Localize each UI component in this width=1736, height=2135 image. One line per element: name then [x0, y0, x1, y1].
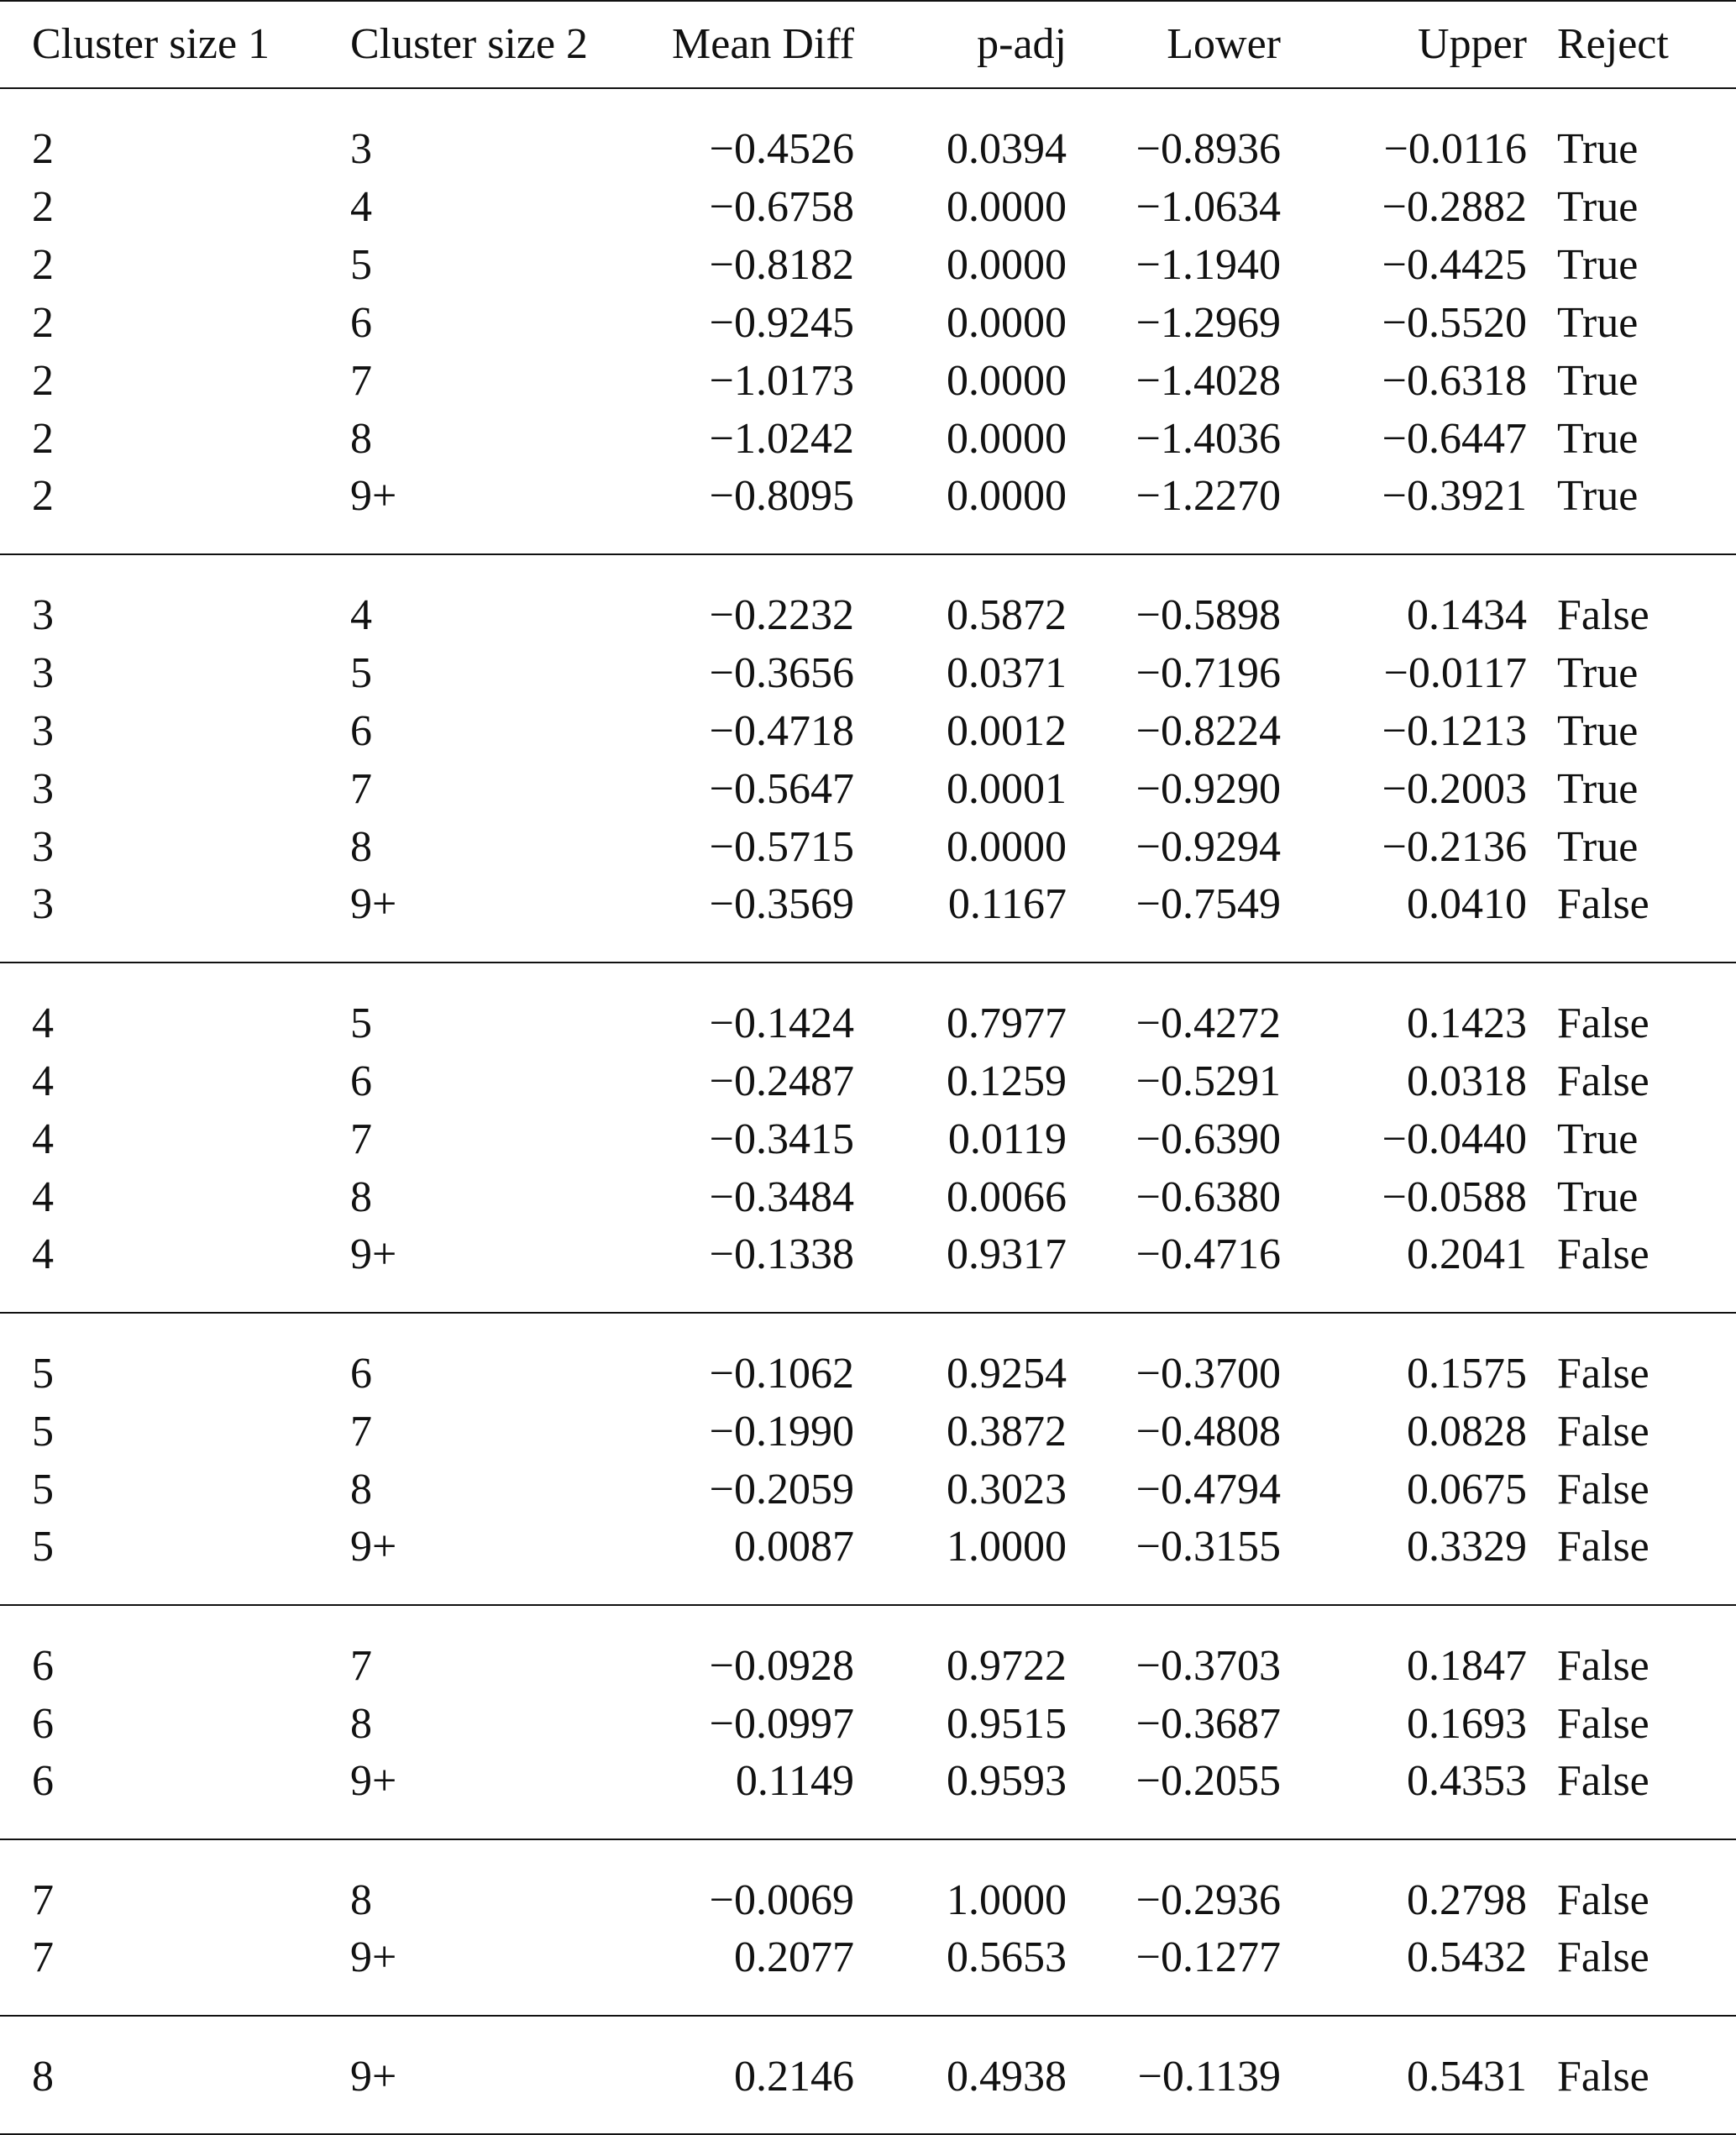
cell-mean-diff: −0.3656 — [709, 648, 854, 697]
cell-p-adj: 0.7977 — [947, 999, 1067, 1047]
cell-cluster-size-1: 4 — [32, 1057, 54, 1105]
table-row — [0, 1519, 1736, 1605]
cell-lower: −0.5291 — [1135, 1057, 1281, 1105]
cell-reject: False — [1557, 999, 1649, 1047]
cell-cluster-size-1: 5 — [0, 1519, 350, 1605]
cell-upper: 0.1847 — [1407, 1642, 1527, 1690]
header-upper: Upper — [1297, 1, 1528, 88]
cell-lower: −0.3155 — [1067, 1519, 1297, 1605]
cell-reject: False — [1528, 1929, 1736, 2016]
cell-lower: −0.2055 — [1067, 1753, 1297, 1839]
cell-cluster-size-1: 2 — [32, 125, 54, 173]
cell-upper: −0.0588 — [1382, 1172, 1527, 1221]
cell-mean-diff: −0.8182 — [709, 240, 854, 289]
cell-p-adj: 0.0066 — [947, 1172, 1067, 1221]
cell-p-adj: 0.0000 — [947, 298, 1067, 347]
table-row — [0, 1110, 1736, 1168]
cell-lower: −1.1940 — [1135, 240, 1281, 289]
cell-cluster-size-1: 3 — [32, 648, 54, 697]
cell-cluster-size-2: 5 — [350, 999, 372, 1047]
cell-p-adj: 0.5653 — [873, 1929, 1067, 2016]
cell-upper: 0.5431 — [1297, 2016, 1528, 2134]
cell-lower: −0.3703 — [1135, 1642, 1281, 1690]
cell-mean-diff: −0.5715 — [709, 822, 854, 871]
cell-lower: −0.9294 — [1135, 822, 1281, 871]
table-row — [0, 294, 1736, 352]
cell-p-adj: 0.1259 — [947, 1057, 1067, 1105]
table-row — [0, 1052, 1736, 1110]
cell-cluster-size-2: 7 — [350, 1407, 372, 1456]
table-header — [0, 1, 1736, 88]
cell-lower: −0.2936 — [1135, 1876, 1281, 1924]
cell-upper: −0.2882 — [1382, 182, 1527, 231]
cell-lower: −0.4808 — [1135, 1407, 1281, 1456]
cell-upper: −0.0440 — [1382, 1115, 1527, 1163]
cell-mean-diff: 0.0087 — [672, 1519, 873, 1605]
cell-cluster-size-2: 9+ — [350, 1226, 672, 1313]
cell-cluster-size-1: 5 — [32, 1465, 54, 1513]
cell-mean-diff: −0.0928 — [709, 1642, 854, 1690]
table-row — [0, 1461, 1736, 1519]
cell-lower: −1.0634 — [1135, 182, 1281, 231]
cell-mean-diff: −0.3415 — [709, 1115, 854, 1163]
cell-upper: 0.2041 — [1297, 1226, 1528, 1313]
cell-cluster-size-2: 9+ — [350, 2016, 672, 2134]
cell-cluster-size-2: 7 — [350, 1115, 372, 1163]
cell-p-adj: 0.0000 — [947, 182, 1067, 231]
table-row — [0, 554, 1736, 644]
cell-cluster-size-2: 3 — [350, 125, 372, 173]
table-row — [0, 1226, 1736, 1313]
cell-upper: 0.0410 — [1297, 876, 1528, 963]
cell-cluster-size-1: 3 — [32, 591, 54, 639]
cell-upper: 0.1575 — [1407, 1350, 1527, 1398]
cell-upper: −0.4425 — [1382, 240, 1527, 289]
table-row — [0, 1403, 1736, 1461]
cell-reject: True — [1557, 125, 1639, 173]
cell-cluster-size-2: 4 — [350, 591, 372, 639]
cell-mean-diff: −0.2232 — [709, 591, 854, 639]
cell-cluster-size-1: 6 — [0, 1753, 350, 1839]
table-row — [0, 1753, 1736, 1839]
table-row — [0, 1168, 1736, 1226]
cell-upper: 0.2798 — [1407, 1876, 1527, 1924]
table-row — [0, 178, 1736, 236]
table-row — [0, 1313, 1736, 1403]
cell-cluster-size-2: 8 — [350, 1172, 372, 1221]
header-mean-diff: Mean Diff — [672, 1, 873, 88]
cell-reject: True — [1557, 356, 1639, 405]
cell-cluster-size-2: 6 — [350, 1057, 372, 1105]
header-p-adj: p-adj — [873, 1, 1067, 88]
cell-reject: False — [1557, 1350, 1649, 1398]
table-row — [0, 760, 1736, 818]
table-row — [0, 1695, 1736, 1753]
cell-reject: False — [1557, 1407, 1649, 1456]
cell-upper: 0.4353 — [1297, 1753, 1528, 1839]
cell-lower: −0.4272 — [1135, 999, 1281, 1047]
cell-p-adj: 0.9593 — [873, 1753, 1067, 1839]
cell-p-adj: 0.0012 — [947, 706, 1067, 755]
cell-p-adj: 0.0000 — [947, 356, 1067, 405]
cell-reject: False — [1528, 876, 1736, 963]
table-row — [0, 2016, 1736, 2134]
cell-cluster-size-2: 9+ — [350, 1519, 672, 1605]
cell-p-adj: 0.5872 — [947, 591, 1067, 639]
cell-lower: −0.1139 — [1067, 2016, 1297, 2134]
cell-cluster-size-2: 9+ — [350, 876, 672, 963]
cell-mean-diff: −0.1338 — [672, 1226, 873, 1313]
cell-cluster-size-1: 3 — [0, 876, 350, 963]
cell-lower: −1.2270 — [1067, 468, 1297, 554]
cell-mean-diff: −0.0997 — [709, 1699, 854, 1748]
cell-mean-diff: −1.0173 — [709, 356, 854, 405]
cell-cluster-size-1: 2 — [32, 298, 54, 347]
cell-reject: True — [1557, 764, 1639, 813]
cell-p-adj: 0.9722 — [947, 1642, 1067, 1690]
table-row — [0, 876, 1736, 963]
cell-cluster-size-2: 5 — [350, 648, 372, 697]
cell-lower: −0.8224 — [1135, 706, 1281, 755]
cell-p-adj: 0.0371 — [947, 648, 1067, 697]
cell-cluster-size-2: 7 — [350, 1642, 372, 1690]
cell-lower: −0.4716 — [1067, 1226, 1297, 1313]
table-row — [0, 702, 1736, 760]
cell-cluster-size-2: 8 — [350, 414, 372, 463]
cell-upper: −0.3921 — [1297, 468, 1528, 554]
cell-p-adj: 0.3023 — [947, 1465, 1067, 1513]
cell-p-adj: 1.0000 — [873, 1519, 1067, 1605]
cell-upper: 0.3329 — [1297, 1519, 1528, 1605]
cell-reject: True — [1557, 240, 1639, 289]
cell-reject: True — [1557, 648, 1639, 697]
cell-cluster-size-1: 3 — [32, 764, 54, 813]
cell-lower: −0.3687 — [1135, 1699, 1281, 1748]
table-body — [0, 88, 1736, 2134]
cell-lower: −0.6380 — [1135, 1172, 1281, 1221]
cell-reject: True — [1557, 1172, 1639, 1221]
cell-lower: −0.4794 — [1135, 1465, 1281, 1513]
cell-cluster-size-1: 2 — [32, 240, 54, 289]
cell-upper: −0.0117 — [1383, 648, 1527, 697]
cell-reject: False — [1557, 1057, 1649, 1105]
cell-lower: −0.6390 — [1135, 1115, 1281, 1163]
cell-cluster-size-2: 8 — [350, 1876, 372, 1924]
cell-cluster-size-1: 2 — [32, 356, 54, 405]
cell-cluster-size-1: 4 — [32, 1172, 54, 1221]
cell-reject: False — [1528, 2016, 1736, 2134]
cell-lower: −1.2969 — [1135, 298, 1281, 347]
header-cluster-size-1: Cluster size 1 — [0, 1, 350, 88]
cell-lower: −0.8936 — [1135, 125, 1281, 173]
cell-lower: −0.5898 — [1135, 591, 1281, 639]
cell-reject: True — [1557, 706, 1639, 755]
table-row — [0, 410, 1736, 468]
cell-cluster-size-2: 9+ — [350, 1929, 672, 2016]
cell-mean-diff: 0.1149 — [672, 1753, 873, 1839]
table-row — [0, 88, 1736, 178]
cell-p-adj: 0.0000 — [873, 468, 1067, 554]
cell-reject: False — [1528, 1753, 1736, 1839]
cell-reject: False — [1528, 1519, 1736, 1605]
cell-mean-diff: −0.1990 — [709, 1407, 854, 1456]
cell-upper: 0.5432 — [1297, 1929, 1528, 2016]
cell-mean-diff: 0.2077 — [672, 1929, 873, 2016]
cell-p-adj: 0.9317 — [873, 1226, 1067, 1313]
cell-upper: 0.0675 — [1407, 1465, 1527, 1513]
cell-reject: True — [1557, 1115, 1639, 1163]
cell-lower: −0.7549 — [1067, 876, 1297, 963]
cell-cluster-size-2: 7 — [350, 764, 372, 813]
table-row — [0, 644, 1736, 702]
cell-cluster-size-2: 8 — [350, 1465, 372, 1513]
cell-p-adj: 0.9254 — [947, 1350, 1067, 1398]
cell-cluster-size-2: 9+ — [350, 1753, 672, 1839]
cell-reject: True — [1557, 414, 1639, 463]
cell-cluster-size-2: 6 — [350, 1350, 372, 1398]
cell-cluster-size-2: 5 — [350, 240, 372, 289]
cell-lower: −0.1277 — [1067, 1929, 1297, 2016]
cell-mean-diff: −0.2059 — [709, 1465, 854, 1513]
cell-upper: −0.6318 — [1382, 356, 1527, 405]
cell-cluster-size-1: 5 — [32, 1407, 54, 1456]
cell-cluster-size-1: 2 — [32, 414, 54, 463]
cell-p-adj: 0.0001 — [947, 764, 1067, 813]
cell-reject: True — [1528, 468, 1736, 554]
cell-cluster-size-2: 9+ — [350, 468, 672, 554]
table-row — [0, 818, 1736, 876]
cell-p-adj: 0.0394 — [947, 125, 1067, 173]
cell-cluster-size-1: 6 — [32, 1699, 54, 1748]
cell-p-adj: 0.4938 — [873, 2016, 1067, 2134]
cell-cluster-size-1: 4 — [32, 1115, 54, 1163]
cell-cluster-size-1: 3 — [32, 822, 54, 871]
header-reject: Reject — [1528, 1, 1736, 88]
header-lower: Lower — [1067, 1, 1297, 88]
cell-mean-diff: −1.0242 — [709, 414, 854, 463]
cell-p-adj: 0.0000 — [947, 240, 1067, 289]
table-row — [0, 352, 1736, 410]
cell-lower: −0.3700 — [1135, 1350, 1281, 1398]
cell-upper: 0.1693 — [1407, 1699, 1527, 1748]
cell-reject: True — [1557, 182, 1639, 231]
cell-reject: False — [1557, 1465, 1649, 1513]
cell-p-adj: 0.0000 — [947, 414, 1067, 463]
cell-upper: 0.0318 — [1407, 1057, 1527, 1105]
cell-reject: False — [1557, 1699, 1649, 1748]
cell-upper: −0.6447 — [1382, 414, 1527, 463]
cell-mean-diff: −0.1062 — [709, 1350, 854, 1398]
cell-p-adj: 1.0000 — [947, 1876, 1067, 1924]
cell-upper: 0.1434 — [1407, 591, 1527, 639]
cell-p-adj: 0.9515 — [947, 1699, 1067, 1748]
table-row — [0, 963, 1736, 1052]
cell-mean-diff: −0.0069 — [709, 1876, 854, 1924]
cell-mean-diff: −0.8095 — [672, 468, 873, 554]
cell-upper: 0.1423 — [1407, 999, 1527, 1047]
cell-mean-diff: −0.4718 — [709, 706, 854, 755]
cell-reject: True — [1557, 298, 1639, 347]
cell-reject: False — [1557, 1642, 1649, 1690]
cell-reject: False — [1557, 591, 1649, 639]
cell-upper: −0.0116 — [1383, 125, 1527, 173]
cell-upper: −0.1213 — [1382, 706, 1527, 755]
table-row — [0, 1929, 1736, 2016]
cell-p-adj: 0.0119 — [947, 1115, 1067, 1163]
table-row — [0, 236, 1736, 294]
cell-cluster-size-1: 2 — [0, 468, 350, 554]
cell-upper: −0.2003 — [1382, 764, 1527, 813]
cell-mean-diff: −0.3569 — [672, 876, 873, 963]
cell-reject: False — [1557, 1876, 1649, 1924]
cell-mean-diff: −0.5647 — [709, 764, 854, 813]
cell-p-adj: 0.3872 — [947, 1407, 1067, 1456]
cell-cluster-size-1: 5 — [32, 1350, 54, 1398]
cell-lower: −0.7196 — [1135, 648, 1281, 697]
cell-cluster-size-2: 4 — [350, 182, 372, 231]
table-row — [0, 1605, 1736, 1695]
cell-cluster-size-1: 3 — [32, 706, 54, 755]
cell-mean-diff: −0.1424 — [709, 999, 854, 1047]
cell-cluster-size-1: 2 — [32, 182, 54, 231]
cell-upper: −0.5520 — [1382, 298, 1527, 347]
cell-cluster-size-1: 7 — [32, 1876, 54, 1924]
table-row — [0, 1839, 1736, 1929]
cell-mean-diff: 0.2146 — [672, 2016, 873, 2134]
cell-reject: False — [1528, 1226, 1736, 1313]
cell-cluster-size-1: 4 — [0, 1226, 350, 1313]
cell-mean-diff: −0.3484 — [709, 1172, 854, 1221]
cell-cluster-size-1: 7 — [0, 1929, 350, 2016]
cell-cluster-size-2: 7 — [350, 356, 372, 405]
cell-cluster-size-2: 8 — [350, 822, 372, 871]
cell-cluster-size-1: 6 — [32, 1642, 54, 1690]
cell-mean-diff: −0.6758 — [709, 182, 854, 231]
cell-lower: −1.4028 — [1135, 356, 1281, 405]
cell-mean-diff: −0.2487 — [709, 1057, 854, 1105]
cell-upper: 0.0828 — [1407, 1407, 1527, 1456]
cell-mean-diff: −0.9245 — [709, 298, 854, 347]
cell-lower: −1.4036 — [1135, 414, 1281, 463]
table-row — [0, 468, 1736, 554]
cell-cluster-size-2: 6 — [350, 706, 372, 755]
cell-mean-diff: −0.4526 — [709, 125, 854, 173]
cell-upper: −0.2136 — [1382, 822, 1527, 871]
cell-p-adj: 0.1167 — [873, 876, 1067, 963]
cell-cluster-size-1: 4 — [32, 999, 54, 1047]
cell-lower: −0.9290 — [1135, 764, 1281, 813]
header-row — [0, 1, 1736, 88]
cell-cluster-size-2: 8 — [350, 1699, 372, 1748]
cell-cluster-size-2: 6 — [350, 298, 372, 347]
cell-reject: True — [1557, 822, 1639, 871]
header-cluster-size-2: Cluster size 2 — [350, 1, 672, 88]
cell-cluster-size-1: 8 — [0, 2016, 350, 2134]
cell-p-adj: 0.0000 — [947, 822, 1067, 871]
